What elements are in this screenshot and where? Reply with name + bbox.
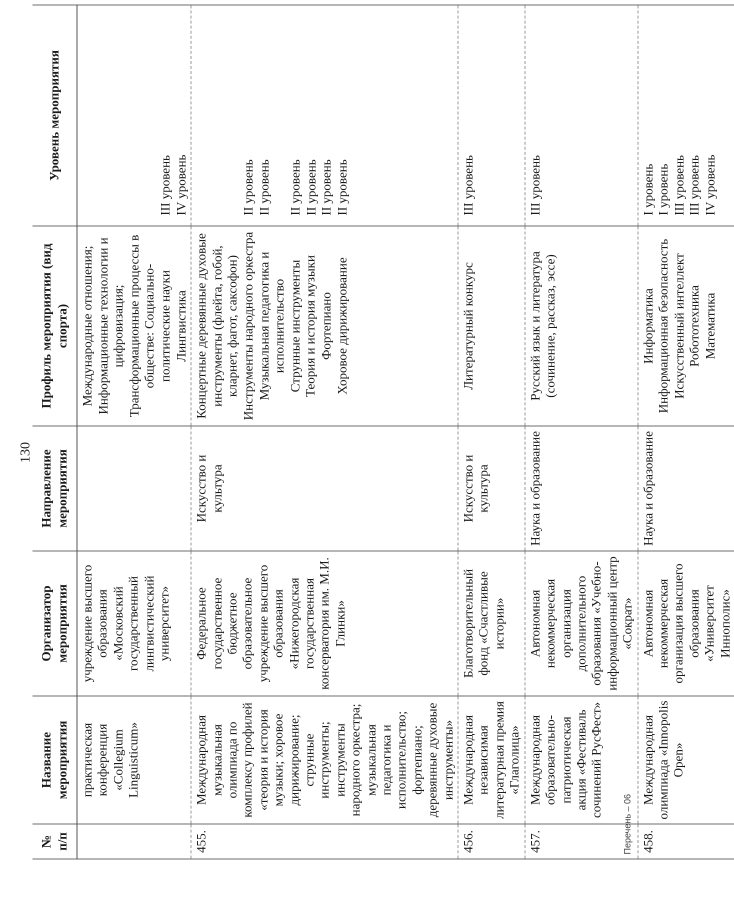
header-level: Уровень мероприятия <box>33 5 78 226</box>
event-direction: Наука и образование <box>638 426 734 551</box>
level-item: III уровень <box>527 155 543 216</box>
row-number: 456. <box>458 824 525 859</box>
profile-item: Концертные деревянные духовые инструменты (флейта, гобой, кларнет, фагот, саксофон) <box>193 233 240 419</box>
profile-item: Музыкальная педагогика и исполнительство <box>256 251 287 401</box>
document-page <box>1 0 733 905</box>
event-profiles <box>77 226 191 426</box>
row-number: 457. <box>525 824 638 859</box>
page-number: 130 <box>18 442 34 463</box>
event-direction: Наука и образование <box>525 426 638 551</box>
table-header-row <box>33 5 78 859</box>
profile-item: Хоровое дирижирование <box>334 257 349 395</box>
profile-item: Теория и история музыки <box>302 255 318 397</box>
event-profiles <box>458 226 525 426</box>
level-item: II уровень <box>303 159 319 216</box>
profile-item: Фортепиано <box>318 292 334 360</box>
event-direction: Искусство и культура <box>191 426 458 551</box>
event-name: Международная олимпиада «Innopolis Open» <box>638 696 734 824</box>
level-item: I уровень <box>655 163 671 216</box>
level-item: II уровень <box>287 159 303 216</box>
level-item: III уровень <box>157 155 173 216</box>
level-item: II уровень <box>240 159 256 216</box>
event-levels <box>638 5 734 226</box>
event-levels <box>191 5 458 226</box>
header-name: Название мероприятия <box>33 696 78 824</box>
row-number: 458. <box>638 824 734 859</box>
table-row <box>191 5 458 859</box>
event-organizer: Федеральное государственное бюджетное образовательное учреждение высшего образования «Нижегородская государственная консерватория им. М.И. Глинки» <box>191 551 458 696</box>
event-direction <box>77 426 191 551</box>
footer-note: Перечень – 06 <box>622 793 633 855</box>
header-num: № п/п <box>33 824 78 859</box>
event-levels <box>525 5 638 226</box>
level-item: III уровень <box>671 155 687 216</box>
event-profiles <box>191 226 458 426</box>
header-profile: Профиль мероприятия (вид спорта) <box>33 226 78 426</box>
profile-item: Струнные инструменты <box>287 259 303 393</box>
profile-item: Лингвистика <box>173 290 189 362</box>
event-name: Международная музыкальная олимпиада по комплексу профилей «теория и история музыки; хоровое дирижирование; струнные инструменты; инструменты народного оркестра; музыкальная педагогика и исполнительство; фортепиано; деревянные духовые инструменты» <box>191 696 458 824</box>
event-organizer: Автономная некоммерческая организация высшего образования «Университет Иннополис» <box>638 551 734 696</box>
level-item: II уровень <box>318 159 334 216</box>
profile-item: Математика <box>702 292 718 360</box>
events-table <box>33 5 734 860</box>
header-direction: Направление мероприятия <box>33 426 78 551</box>
profile-item: Искусственный интеллект <box>671 253 687 399</box>
event-direction: Искусство и культура <box>458 426 525 551</box>
event-levels <box>458 5 525 226</box>
event-name: Международная независимая литературная премия «Глаголица» <box>458 696 525 824</box>
profile-item: Международные отношения; Информационные технологии и цифровизация; Трансформационные процессы в обществе: Социально-политические науки <box>79 234 173 418</box>
table-row <box>458 5 525 859</box>
level-item: I уровень <box>640 163 656 216</box>
level-item: IV уровень <box>173 154 189 216</box>
profile-item: Русский язык и литература (сочинение, рассказ, эссе) <box>527 251 558 401</box>
event-organizer: Благотворительный фонд «Счастливые истории» <box>458 551 525 696</box>
event-name: практическая конференция «Collegium Linguisticum» <box>77 696 191 824</box>
profile-item: Информационная безопасность <box>655 238 671 414</box>
profile-item: Литературный конкурс <box>460 262 476 390</box>
event-profiles <box>525 226 638 426</box>
level-item: IV уровень <box>702 154 718 216</box>
profile-item: Робототехника <box>686 285 702 367</box>
level-item <box>272 9 288 216</box>
row-number <box>77 824 191 859</box>
event-organizer: Автономная некоммерческая организация дополнительного образования «Учебно-информационный центр «Сократ» <box>525 551 638 696</box>
event-profiles <box>638 226 734 426</box>
header-organizer: Организатор мероприятия <box>33 551 78 696</box>
level-item: II уровень <box>256 159 272 216</box>
event-organizer: учреждение высшего образования «Московский государственный лингвистический университет» <box>77 551 191 696</box>
level-item: III уровень <box>460 155 476 216</box>
profile-item: Информатика <box>640 288 656 364</box>
profile-item: Инструменты народного оркестра <box>240 231 256 421</box>
table-row <box>77 5 191 859</box>
table-row <box>638 5 734 859</box>
event-name: Международная образовательно-патриотическая акция «Фестиваль сочинений РусФест» <box>525 696 638 824</box>
level-item: III уровень <box>686 155 702 216</box>
event-levels <box>77 5 191 226</box>
level-item: II уровень <box>334 159 350 216</box>
row-number: 455. <box>191 824 458 859</box>
table-row <box>525 5 638 859</box>
